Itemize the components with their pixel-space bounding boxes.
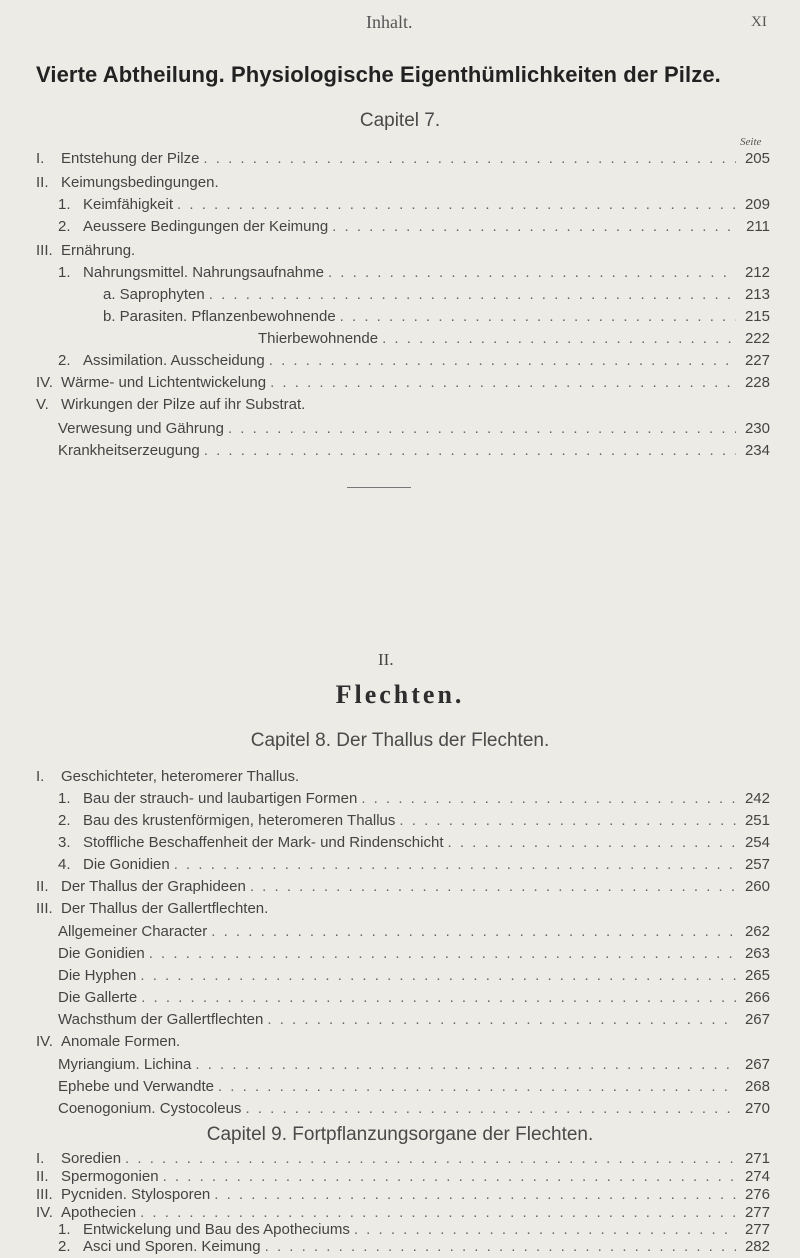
entry-label: Entstehung der Pilze bbox=[61, 150, 200, 167]
entry-page: 267 bbox=[744, 1011, 770, 1028]
toc-entry bbox=[58, 1011, 770, 1031]
entry-label: Anomale Formen. bbox=[61, 1033, 181, 1050]
toc-entry bbox=[36, 1033, 180, 1050]
entry-page: 267 bbox=[744, 1056, 770, 1073]
toc-entry bbox=[36, 1186, 770, 1206]
dot-leader bbox=[214, 1186, 736, 1203]
dot-leader bbox=[209, 286, 736, 303]
page-number: XI bbox=[751, 14, 767, 30]
toc-entry bbox=[58, 923, 770, 943]
toc-entry bbox=[58, 442, 770, 462]
entry-number: 2. bbox=[58, 218, 71, 235]
entry-page: 257 bbox=[744, 856, 770, 873]
dot-leader bbox=[447, 834, 736, 851]
toc-entry bbox=[58, 834, 770, 854]
entry-label: Der Thallus der Graphideen bbox=[61, 878, 246, 895]
entry-page: 270 bbox=[744, 1100, 770, 1117]
entry-number: III. bbox=[36, 242, 53, 259]
toc-entry bbox=[36, 1168, 770, 1188]
entry-number: 4. bbox=[58, 856, 71, 873]
entry-label: Wirkungen der Pilze auf ihr Substrat. bbox=[61, 396, 306, 413]
entry-page: 260 bbox=[744, 878, 770, 895]
entry-number: III. bbox=[36, 900, 53, 917]
entry-number: 2. bbox=[58, 1238, 71, 1255]
dot-leader bbox=[399, 812, 736, 829]
dot-leader bbox=[250, 878, 736, 895]
toc-entry bbox=[36, 150, 770, 170]
entry-number: II. bbox=[36, 1168, 49, 1185]
entry-label: Der Thallus der Gallertflechten. bbox=[61, 900, 269, 917]
entry-label: a. Saprophyten bbox=[103, 286, 205, 303]
entry-label: Die Hyphen bbox=[58, 967, 137, 984]
dot-leader bbox=[211, 923, 736, 940]
dot-leader bbox=[361, 790, 736, 807]
dot-leader bbox=[228, 420, 736, 437]
entry-number: V. bbox=[36, 396, 49, 413]
dot-leader bbox=[125, 1150, 736, 1167]
entry-page: 228 bbox=[744, 374, 770, 391]
toc-entry bbox=[36, 1150, 770, 1170]
entry-number: II. bbox=[36, 174, 49, 191]
part-title-text: Flechten. bbox=[335, 680, 465, 709]
entry-label: Wärme- und Lichtentwickelung bbox=[61, 374, 267, 391]
entry-label: Bau des krustenförmigen, heteromeren Thallus bbox=[83, 812, 396, 829]
dot-leader bbox=[267, 1011, 736, 1028]
toc-entry bbox=[58, 196, 770, 216]
dot-leader bbox=[195, 1056, 736, 1073]
toc-entry bbox=[58, 420, 770, 440]
entry-page: 282 bbox=[744, 1238, 770, 1255]
entry-label: Myriangium. Lichina bbox=[58, 1056, 192, 1073]
entry-label: Keimungsbedingungen. bbox=[61, 174, 219, 191]
toc-entry bbox=[58, 1100, 770, 1120]
toc-entry bbox=[36, 768, 299, 785]
dot-leader bbox=[269, 352, 736, 369]
entry-page: 212 bbox=[744, 264, 770, 281]
entry-page: 227 bbox=[744, 352, 770, 369]
dot-leader bbox=[203, 150, 736, 167]
entry-label: Bau der strauch- und laubartigen Formen bbox=[83, 790, 358, 807]
entry-label: Pycniden. Stylosporen bbox=[61, 1186, 211, 1203]
seite-column-label: Seite bbox=[740, 136, 762, 148]
toc-entry bbox=[58, 264, 770, 284]
entry-label: Die Gonidien bbox=[83, 856, 170, 873]
entry-number: IV. bbox=[36, 374, 53, 391]
entry-page: 276 bbox=[744, 1186, 770, 1203]
entry-label: Stoffliche Beschaffenheit der Mark- und Rindenschicht bbox=[83, 834, 444, 851]
dot-leader bbox=[177, 196, 736, 213]
entry-page: 230 bbox=[744, 420, 770, 437]
entry-label: Aeussere Bedingungen der Keimung bbox=[83, 218, 329, 235]
entry-number: 2. bbox=[58, 352, 71, 369]
entry-number: 1. bbox=[58, 790, 71, 807]
entry-label: Entwickelung und Bau des Apotheciums bbox=[83, 1221, 350, 1238]
entry-page: 277 bbox=[744, 1204, 770, 1221]
dot-leader bbox=[163, 1168, 736, 1185]
entry-label: Allgemeiner Character bbox=[58, 923, 208, 940]
dot-leader bbox=[270, 374, 736, 391]
toc-entry bbox=[58, 812, 770, 832]
toc-entry bbox=[36, 242, 135, 259]
toc-entry bbox=[36, 374, 770, 394]
chapter-8-heading: Capitel 8. Der Thallus der Flechten. bbox=[250, 730, 550, 751]
entry-label: Nahrungsmittel. Nahrungsaufnahme bbox=[83, 264, 324, 281]
section-divider-rule bbox=[347, 487, 411, 488]
toc-entry bbox=[36, 396, 305, 413]
entry-number: IV. bbox=[36, 1033, 53, 1050]
entry-number: I. bbox=[36, 150, 45, 167]
entry-page: 213 bbox=[744, 286, 770, 303]
toc-entry bbox=[36, 174, 219, 191]
entry-number: 1. bbox=[58, 1221, 71, 1238]
entry-label: Wachsthum der Gallertflechten bbox=[58, 1011, 264, 1028]
dot-leader bbox=[382, 330, 736, 347]
entry-number: 1. bbox=[58, 264, 71, 281]
toc-entry bbox=[103, 308, 770, 328]
entry-label: Ernährung. bbox=[61, 242, 136, 259]
entry-number: 3. bbox=[58, 834, 71, 851]
entry-page: 254 bbox=[744, 834, 770, 851]
entry-label: Assimilation. Ausscheidung bbox=[83, 352, 265, 369]
entry-number: II. bbox=[36, 878, 49, 895]
dot-leader bbox=[140, 1204, 736, 1221]
entry-number: I. bbox=[36, 768, 45, 785]
chapter-7-heading: Capitel 7. bbox=[359, 110, 441, 131]
entry-page: 265 bbox=[744, 967, 770, 984]
entry-page: 274 bbox=[744, 1168, 770, 1185]
entry-label: Die Gallerte bbox=[58, 989, 138, 1006]
entry-number: IV. bbox=[36, 1204, 53, 1221]
entry-label: Keimfähigkeit bbox=[83, 196, 174, 213]
entry-page: 234 bbox=[744, 442, 770, 459]
entry-label: b. Parasiten. Pflanzenbewohnende bbox=[103, 308, 336, 325]
entry-page: 277 bbox=[744, 1221, 770, 1238]
dot-leader bbox=[245, 1100, 736, 1117]
entry-label: Krankheitserzeugung bbox=[58, 442, 200, 459]
dot-leader bbox=[332, 218, 736, 235]
entry-label: Spermogonien bbox=[61, 1168, 159, 1185]
toc-entry bbox=[58, 1056, 770, 1076]
dot-leader bbox=[265, 1238, 736, 1255]
toc-entry bbox=[36, 900, 268, 917]
toc-entry bbox=[58, 1238, 770, 1258]
toc-entry bbox=[258, 330, 770, 350]
entry-page: 262 bbox=[744, 923, 770, 940]
entry-number: III. bbox=[36, 1186, 53, 1203]
dot-leader bbox=[218, 1078, 736, 1095]
entry-page: 266 bbox=[744, 989, 770, 1006]
entry-label: Geschichteter, heteromerer Thallus. bbox=[61, 768, 300, 785]
toc-entry bbox=[103, 286, 770, 306]
entry-number: 1. bbox=[58, 196, 71, 213]
toc-entry bbox=[36, 878, 770, 898]
chapter-9-heading: Capitel 9. Fortpflanzungsorgane der Flechten. bbox=[206, 1124, 594, 1145]
entry-page: 215 bbox=[744, 308, 770, 325]
toc-entry bbox=[58, 1078, 770, 1098]
dot-leader bbox=[141, 989, 736, 1006]
toc-entry bbox=[58, 945, 770, 965]
entry-label: Verwesung und Gährung bbox=[58, 420, 224, 437]
running-head bbox=[0, 12, 800, 34]
entry-label: Thierbewohnende bbox=[258, 330, 379, 347]
entry-label: Coenogonium. Cystocoleus bbox=[58, 1100, 242, 1117]
part-title bbox=[0, 680, 800, 710]
entry-page: 242 bbox=[744, 790, 770, 807]
entry-page: 263 bbox=[744, 945, 770, 962]
entry-page: 209 bbox=[744, 196, 770, 213]
dot-leader bbox=[354, 1221, 736, 1238]
dot-leader bbox=[340, 308, 736, 325]
entry-page: 211 bbox=[746, 218, 770, 235]
entry-page: 222 bbox=[744, 330, 770, 347]
entry-label: Apothecien bbox=[61, 1204, 137, 1221]
toc-entry bbox=[58, 967, 770, 987]
toc-entry bbox=[58, 856, 770, 876]
entry-page: 251 bbox=[744, 812, 770, 829]
entry-label: Asci und Sporen. Keimung bbox=[83, 1238, 261, 1255]
part-number-text: II. bbox=[378, 650, 394, 669]
entry-number: I. bbox=[36, 1150, 45, 1167]
toc-entry bbox=[58, 218, 770, 238]
entry-label: Soredien bbox=[61, 1150, 122, 1167]
entry-number: 2. bbox=[58, 812, 71, 829]
dot-leader bbox=[149, 945, 736, 962]
running-head-title: Inhalt. bbox=[366, 12, 413, 32]
entry-page: 268 bbox=[744, 1078, 770, 1095]
dot-leader bbox=[140, 967, 736, 984]
entry-label: Die Gonidien bbox=[58, 945, 145, 962]
dot-leader bbox=[204, 442, 736, 459]
division-title: Vierte Abtheilung. Physiologische Eigenthümlichkeiten der Pilze. bbox=[36, 62, 721, 87]
entry-label: Ephebe und Verwandte bbox=[58, 1078, 214, 1095]
entry-page: 271 bbox=[744, 1150, 770, 1167]
toc-entry bbox=[58, 352, 770, 372]
dot-leader bbox=[174, 856, 736, 873]
toc-entry bbox=[58, 989, 770, 1009]
dot-leader bbox=[328, 264, 736, 281]
entry-page: 205 bbox=[744, 150, 770, 167]
toc-entry bbox=[58, 790, 770, 810]
